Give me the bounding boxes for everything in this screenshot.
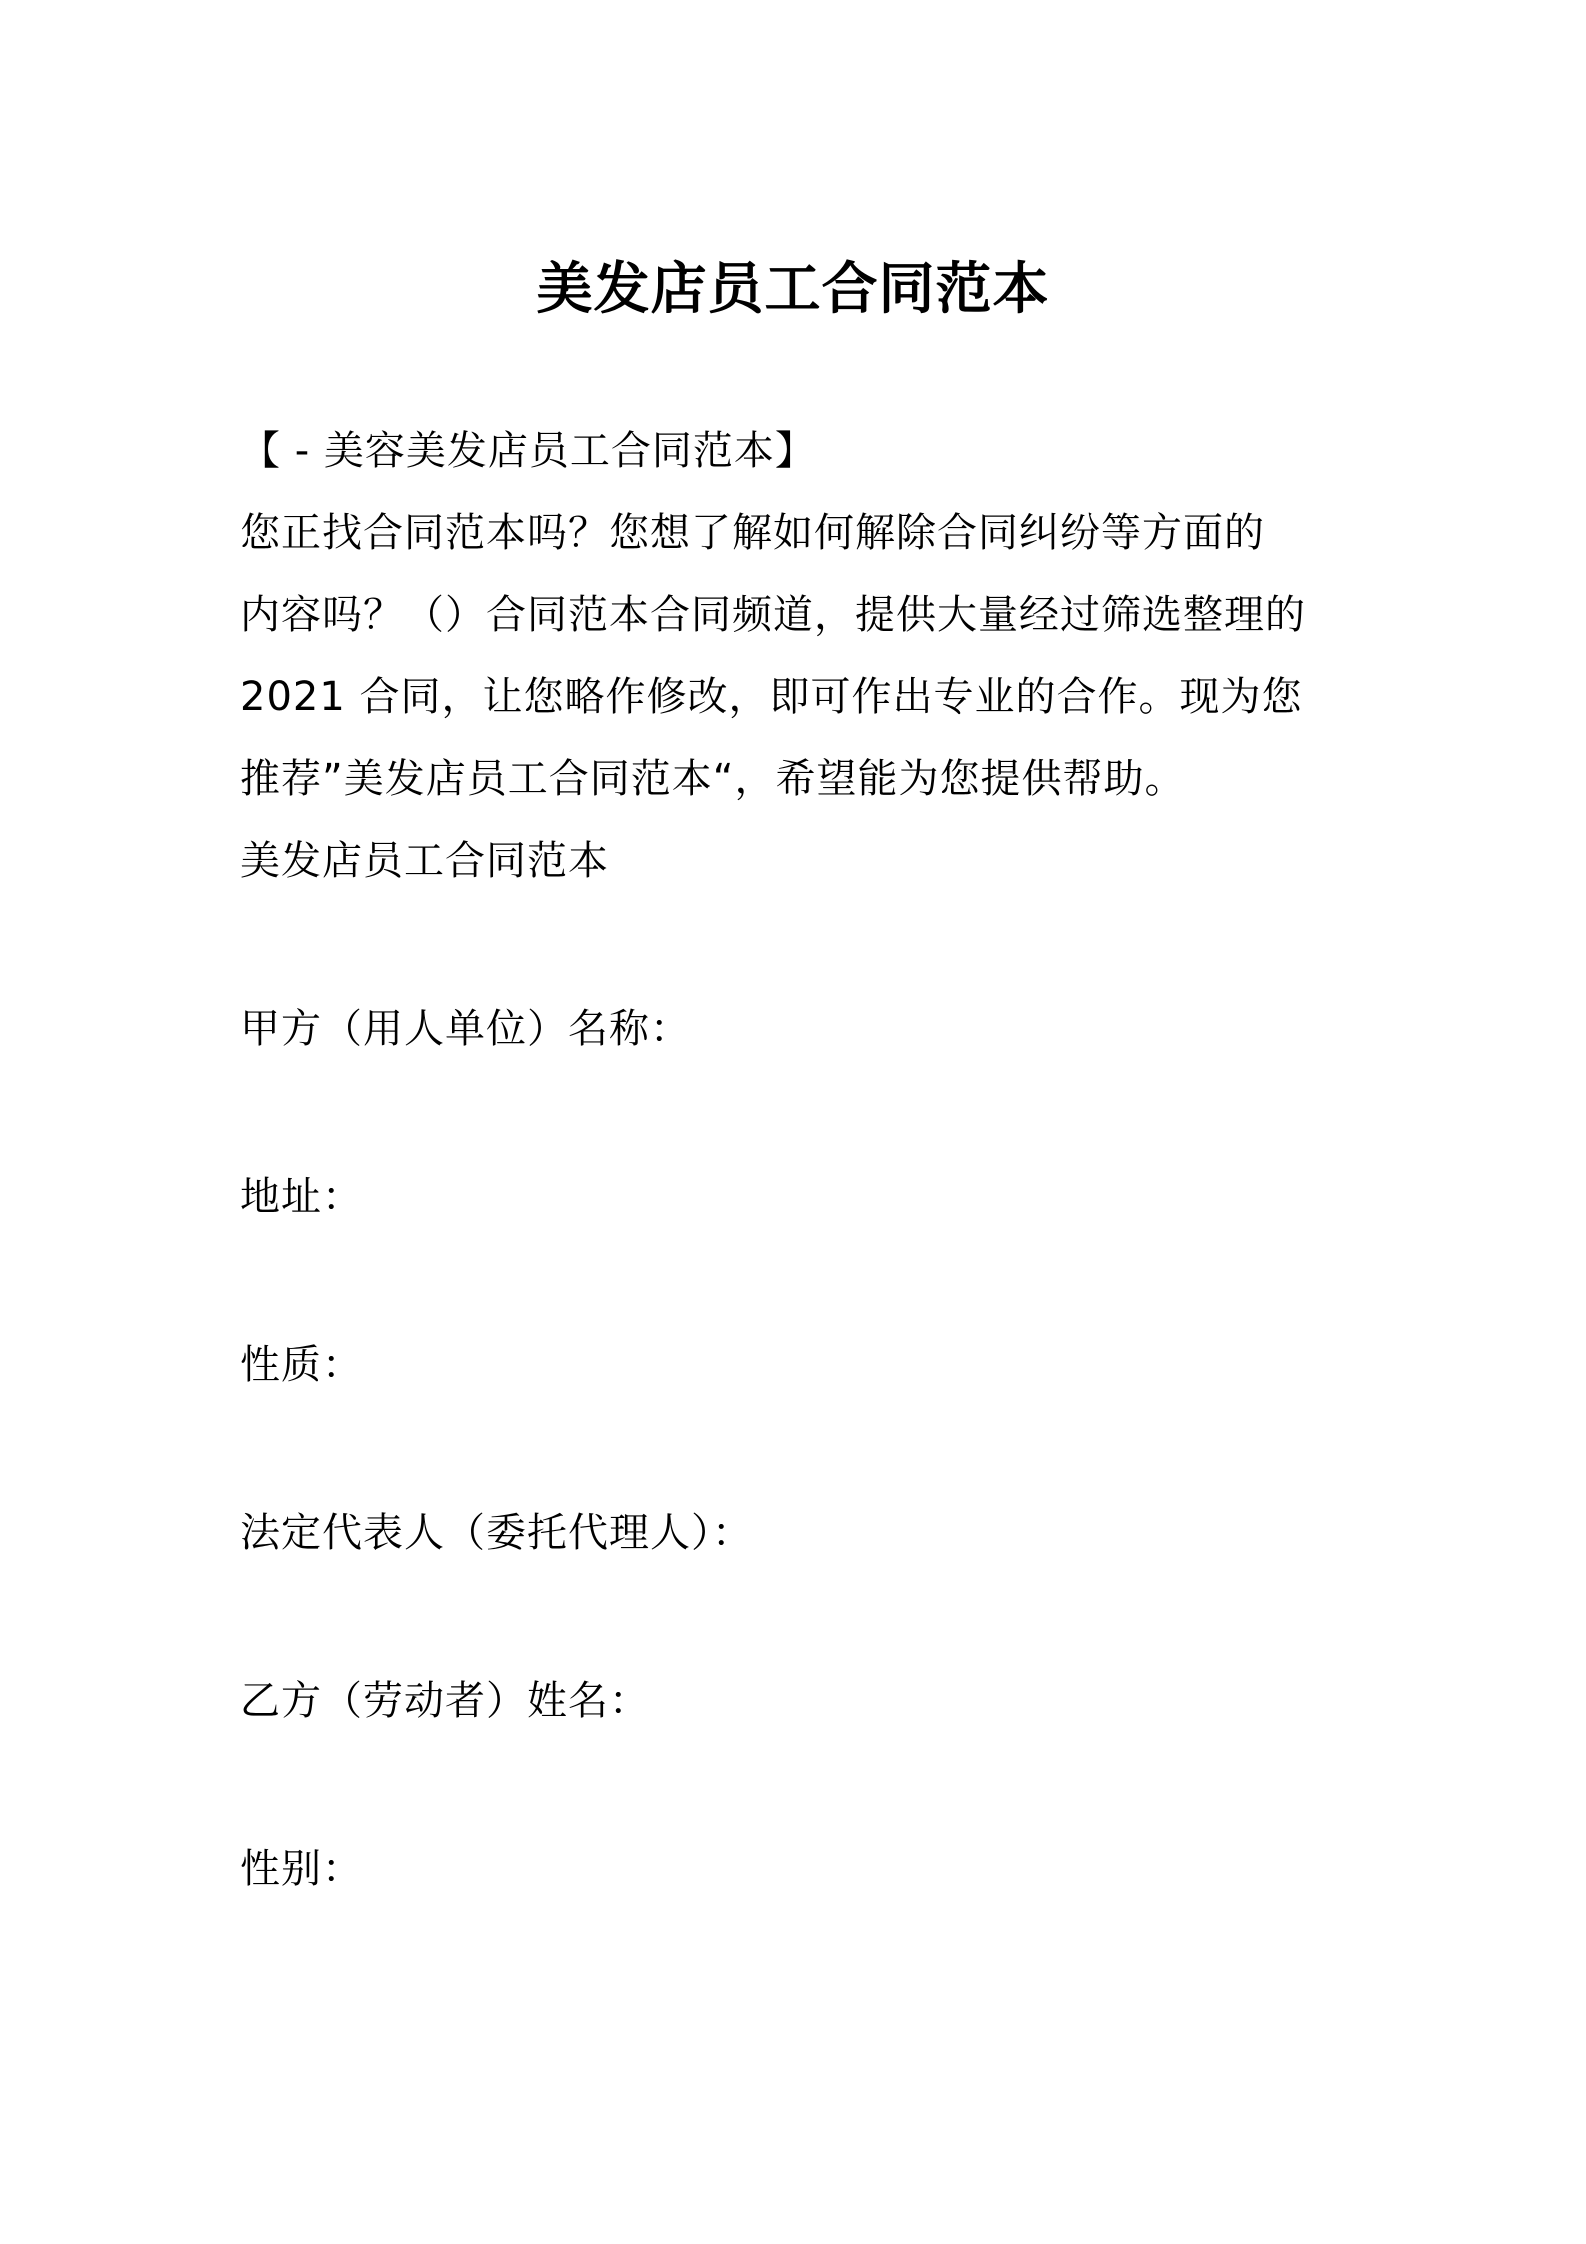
spacer (240, 1574, 1360, 1660)
intro-line: 您正找合同范本吗？您想了解如何解除合同纠纷等方面的 (240, 510, 1265, 556)
intro-line: 推荐”美发店员工合同范本“，希望能为您提供帮助。 (240, 756, 1186, 802)
spacer (240, 1406, 1360, 1492)
spacer (240, 902, 1360, 988)
document-body (240, 410, 1360, 1910)
section-heading: 美发店员工合同范本 (240, 838, 609, 884)
field-employee-name: 乙方（劳动者）姓名： (240, 1678, 650, 1724)
document-subtitle: 【 - 美容美发店员工合同范本】 (240, 428, 816, 474)
field-nature: 性质： (240, 1342, 363, 1388)
spacer (240, 1742, 1360, 1828)
spacer (240, 1238, 1360, 1324)
field-employer-name: 甲方（用人单位）名称： (240, 1006, 691, 1052)
document-title: 美发店员工合同范本 (536, 257, 1050, 322)
spacer (240, 1070, 1360, 1156)
field-address: 地址： (240, 1174, 363, 1220)
intro-line: 内容吗？（）合同范本合同频道，提供大量经过筛选整理的 (240, 592, 1306, 638)
field-legal-representative: 法定代表人（委托代理人）： (240, 1510, 753, 1556)
intro-line: 2021 合同，让您略作修改，即可作出专业的合作。现为您 (240, 674, 1303, 720)
field-gender: 性别： (240, 1846, 363, 1892)
